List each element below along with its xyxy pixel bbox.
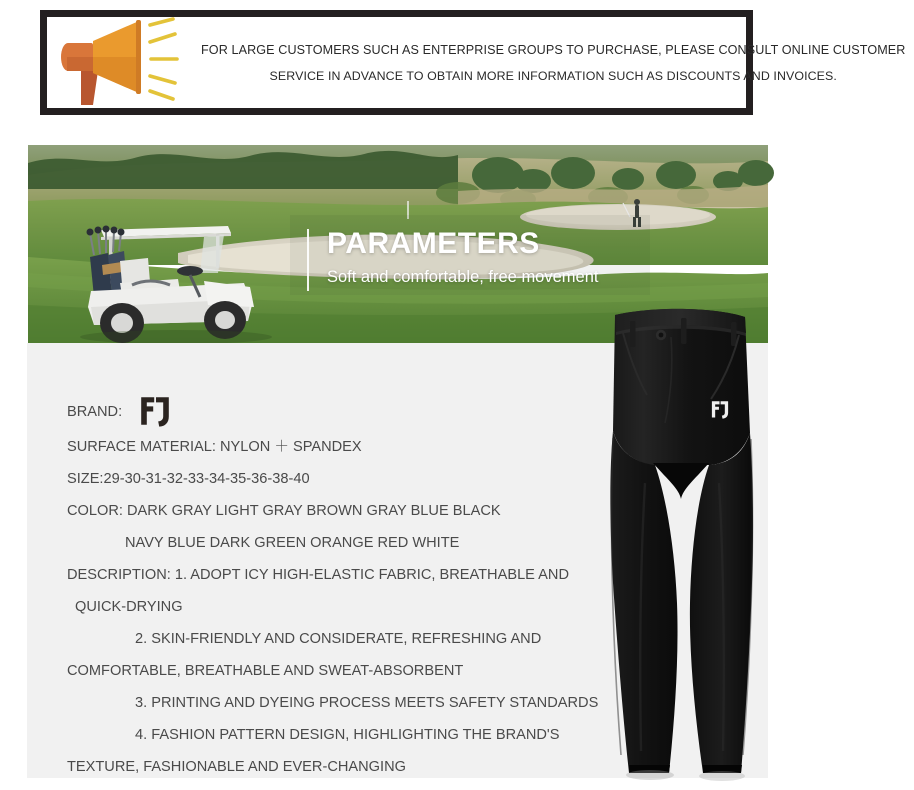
hero-title: PARAMETERS <box>327 227 540 260</box>
spec-line: 4. FASHION PATTERN DESIGN, HIGHLIGHTING THE BRAND'S <box>135 727 560 743</box>
specification-list <box>67 393 627 783</box>
brand-row <box>67 393 627 431</box>
spec-lines <box>67 431 627 783</box>
announcement-text <box>201 37 914 89</box>
spec-line: TEXTURE, FASHIONABLE AND EVER-CHANGING <box>67 759 406 775</box>
hero-subtitle: Soft and comfortable, free movement <box>327 268 599 286</box>
hero-caption <box>307 227 598 289</box>
announcement-banner <box>40 10 906 115</box>
spec-line: 3. PRINTING AND DYEING PROCESS MEETS SAFETY STANDARDS <box>135 695 599 711</box>
spec-line: NAVY BLUE DARK GREEN ORANGE RED WHITE <box>125 535 460 551</box>
spec-line: DESCRIPTION: 1. ADOPT ICY HIGH-ELASTIC FABRIC, BREATHABLE AND <box>67 567 569 583</box>
brand-label: BRAND: <box>67 404 123 420</box>
spec-line: SURFACE MATERIAL: NYLON ＋ SPANDEX <box>67 439 362 455</box>
fj-footjoy-logo-on-pants-icon <box>710 399 730 421</box>
spec-line: 2. SKIN-FRIENDLY AND CONSIDERATE, REFRESHING AND <box>135 631 542 647</box>
spec-line: COMFORTABLE, BREATHABLE AND SWEAT-ABSORBENT <box>67 663 464 679</box>
spec-line: QUICK-DRYING <box>75 599 183 615</box>
spec-line: COLOR: DARK GRAY LIGHT GRAY BROWN GRAY BLUE BLACK <box>67 503 501 519</box>
announcement-line-2: SERVICE IN ADVANCE TO OBTAIN MORE INFORMATION SUCH AS DISCOUNTS AND INVOICES. <box>269 68 837 83</box>
fj-footjoy-logo-icon <box>138 395 172 429</box>
megaphone-icon <box>51 17 201 109</box>
spec-line: SIZE:29-30-31-32-33-34-35-36-38-40 <box>67 471 310 487</box>
black-golf-pants-image <box>593 303 768 783</box>
announcement-line-1: FOR LARGE CUSTOMERS SUCH AS ENTERPRISE GROUPS TO PURCHASE, PLEASE CONSULT ONLINE CUSTOMER <box>201 42 906 57</box>
